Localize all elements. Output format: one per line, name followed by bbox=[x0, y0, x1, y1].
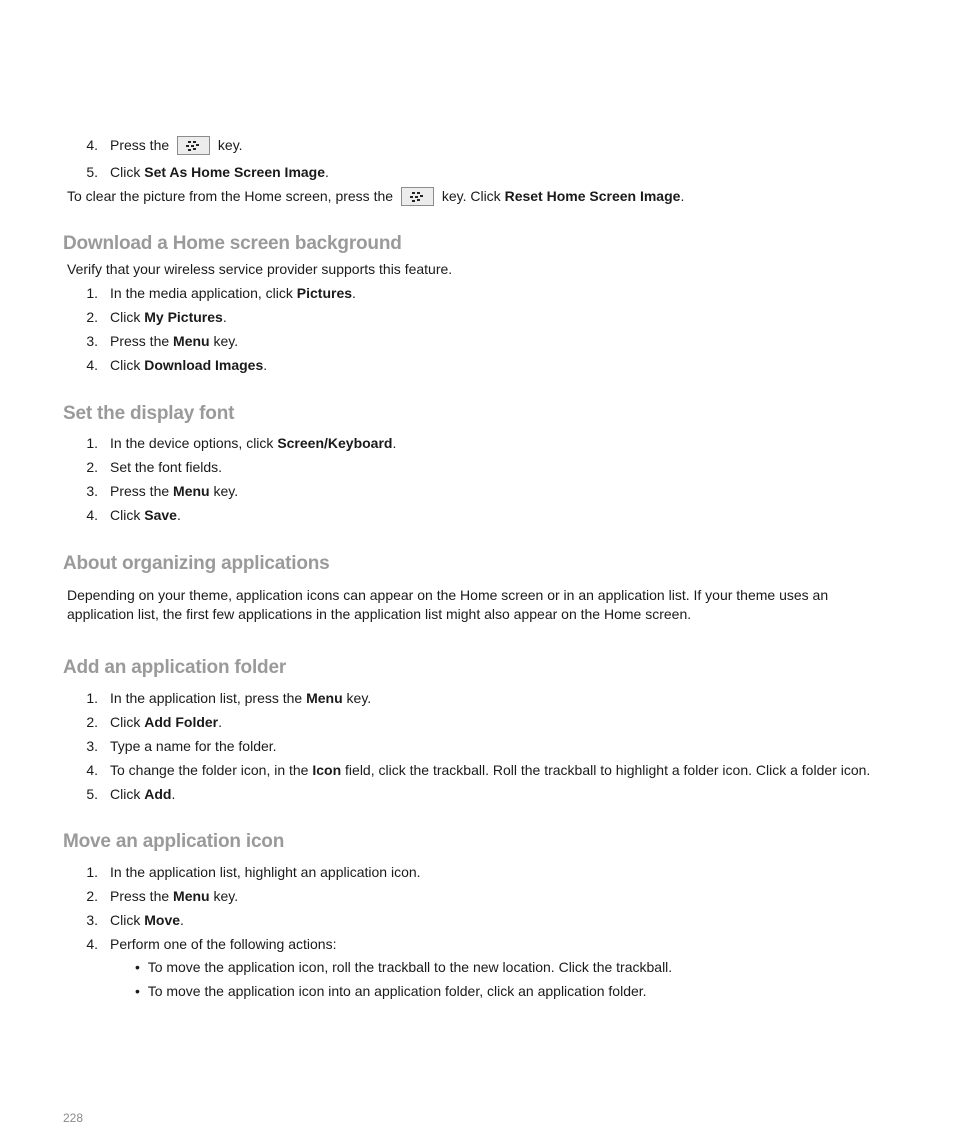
step-text-before: Click bbox=[110, 507, 145, 523]
step-text-before: In the application list, press the bbox=[110, 690, 307, 706]
step-text bbox=[110, 333, 238, 349]
step-text-after: . bbox=[218, 714, 223, 730]
section-heading-download: Download a Home screen background bbox=[63, 233, 402, 254]
step-text bbox=[110, 786, 175, 802]
step-text-before: Press the bbox=[110, 333, 174, 349]
step-text-before: In the device options, click bbox=[110, 435, 278, 451]
step-text bbox=[110, 507, 181, 523]
step-number: 3. bbox=[86, 333, 98, 349]
step-text-bold: Save bbox=[144, 507, 177, 523]
step-text-bold: Add Folder bbox=[144, 714, 219, 730]
step-text-bold: Screen/Keyboard bbox=[277, 435, 393, 451]
clear-note-middle: key. Click bbox=[441, 188, 505, 205]
step-number: 4. bbox=[86, 507, 98, 523]
step-text-bold: Icon bbox=[312, 762, 342, 778]
step-text bbox=[110, 936, 336, 952]
step-text bbox=[110, 690, 371, 706]
step-text-bold: Pictures bbox=[296, 285, 353, 301]
step-number: 2. bbox=[86, 309, 98, 325]
step-text-before: Type a name for the folder. bbox=[110, 738, 277, 754]
step-text bbox=[110, 864, 421, 880]
step-text-before: To change the folder icon, in the bbox=[110, 762, 313, 778]
step-text bbox=[110, 309, 227, 325]
step-text-after: key. bbox=[209, 333, 239, 349]
step-text-bold: My Pictures bbox=[144, 309, 223, 325]
step-number: 1. bbox=[86, 285, 98, 301]
clear-note bbox=[67, 188, 684, 207]
step-text-before: Press the bbox=[110, 888, 174, 904]
step-text-before: Click bbox=[110, 786, 145, 802]
step-number: 5. bbox=[86, 786, 98, 802]
step-number: 4. bbox=[86, 936, 98, 952]
step-text-bold: Menu bbox=[173, 483, 210, 499]
step-text-before: In the media application, click bbox=[110, 285, 297, 301]
step-number: 4. bbox=[86, 137, 98, 153]
step-number: 5. bbox=[86, 164, 98, 180]
section-heading-font: Set the display font bbox=[63, 403, 235, 424]
step-text bbox=[110, 483, 238, 499]
step-number: 1. bbox=[86, 690, 98, 706]
step-number: 2. bbox=[86, 714, 98, 730]
step-text-before: Click bbox=[110, 912, 145, 928]
clear-note-after: . bbox=[680, 188, 685, 205]
step-text-after: . bbox=[180, 912, 184, 928]
step-text-bold: Move bbox=[144, 912, 181, 928]
step-text-after: key. bbox=[217, 137, 243, 154]
step-text bbox=[110, 435, 396, 451]
clear-note-bold: Reset Home Screen Image bbox=[504, 188, 681, 205]
step-text-after: . bbox=[171, 786, 176, 802]
step-text bbox=[110, 459, 222, 475]
step-text-before: Click bbox=[110, 714, 145, 730]
bullet-text: To move the application icon into an application folder, click an application folder. bbox=[147, 983, 647, 999]
step-number: 3. bbox=[86, 483, 98, 499]
step-text-before: Set the font fields. bbox=[110, 459, 223, 475]
about-paragraph: Depending on your theme, application icons can appear on the Home screen or in an application list. If your theme uses an application list, the first few applications in the application list might also appear on the Home screen. bbox=[67, 587, 829, 622]
section-heading-folder: Add an application folder bbox=[63, 657, 287, 678]
step-text-after: . bbox=[325, 164, 329, 180]
step-text bbox=[110, 285, 356, 301]
step-text bbox=[110, 714, 222, 730]
step-text-after: . bbox=[352, 285, 356, 301]
step-text-before: Perform one of the following actions: bbox=[110, 936, 337, 952]
step-number: 4. bbox=[86, 762, 98, 778]
step-text-after: . bbox=[176, 507, 181, 523]
step-text-bold: Menu bbox=[306, 690, 343, 706]
step-text-bold: Download Images bbox=[144, 357, 264, 373]
step-number: 1. bbox=[86, 864, 98, 880]
step-text-after: . bbox=[222, 309, 227, 325]
step-text-bold: Set As Home Screen Image bbox=[144, 164, 326, 180]
bullet-text: To move the application icon, roll the trackball to the new location. Click the trackball. bbox=[147, 959, 673, 975]
section-intro: Verify that your wireless service provider supports this feature. bbox=[67, 261, 453, 277]
step-text-bold: Menu bbox=[173, 333, 210, 349]
step-number: 3. bbox=[86, 738, 98, 754]
step-text bbox=[110, 164, 329, 180]
step-text-after: key. bbox=[342, 690, 372, 706]
section-heading-about: About organizing applications bbox=[63, 553, 330, 574]
step-text-after: . bbox=[263, 357, 268, 373]
step-number: 2. bbox=[86, 459, 98, 475]
step-text-before: Press the bbox=[110, 137, 170, 154]
step-text-before: Press the bbox=[110, 483, 174, 499]
bullet-symbol: • bbox=[135, 959, 140, 975]
step-text bbox=[110, 357, 267, 373]
step-text-before: Click bbox=[110, 164, 145, 180]
section-heading-move: Move an application icon bbox=[63, 831, 285, 852]
step-text-before: Click bbox=[110, 357, 145, 373]
step-text-bold: Add bbox=[144, 786, 172, 802]
step-text-after: key. bbox=[209, 888, 239, 904]
step-number: 4. bbox=[86, 357, 98, 373]
step-number: 3. bbox=[86, 912, 98, 928]
step-text-after: field, click the trackball. Roll the trackball to highlight a folder icon. Click a folder icon. bbox=[341, 762, 871, 778]
step-text bbox=[110, 762, 870, 778]
step-text-before: Click bbox=[110, 309, 145, 325]
page-number: 228 bbox=[63, 1111, 84, 1125]
step-number: 1. bbox=[86, 435, 98, 451]
bullet-item bbox=[135, 959, 672, 975]
clear-note-before: To clear the picture from the Home screen, press the bbox=[67, 188, 394, 205]
blackberry-menu-key-icon bbox=[401, 187, 434, 206]
step-text-bold: Menu bbox=[173, 888, 210, 904]
step-text bbox=[110, 738, 277, 754]
step-text-after: . bbox=[392, 435, 397, 451]
bullet-symbol: • bbox=[135, 983, 140, 999]
step-text-before: In the application list, highlight an application icon. bbox=[110, 864, 421, 880]
step-text bbox=[110, 912, 184, 928]
step-number: 2. bbox=[86, 888, 98, 904]
blackberry-menu-key-icon bbox=[177, 136, 210, 155]
bullet-item bbox=[135, 983, 647, 999]
step-text bbox=[110, 137, 243, 156]
step-text bbox=[110, 888, 238, 904]
step-text-after: key. bbox=[209, 483, 239, 499]
